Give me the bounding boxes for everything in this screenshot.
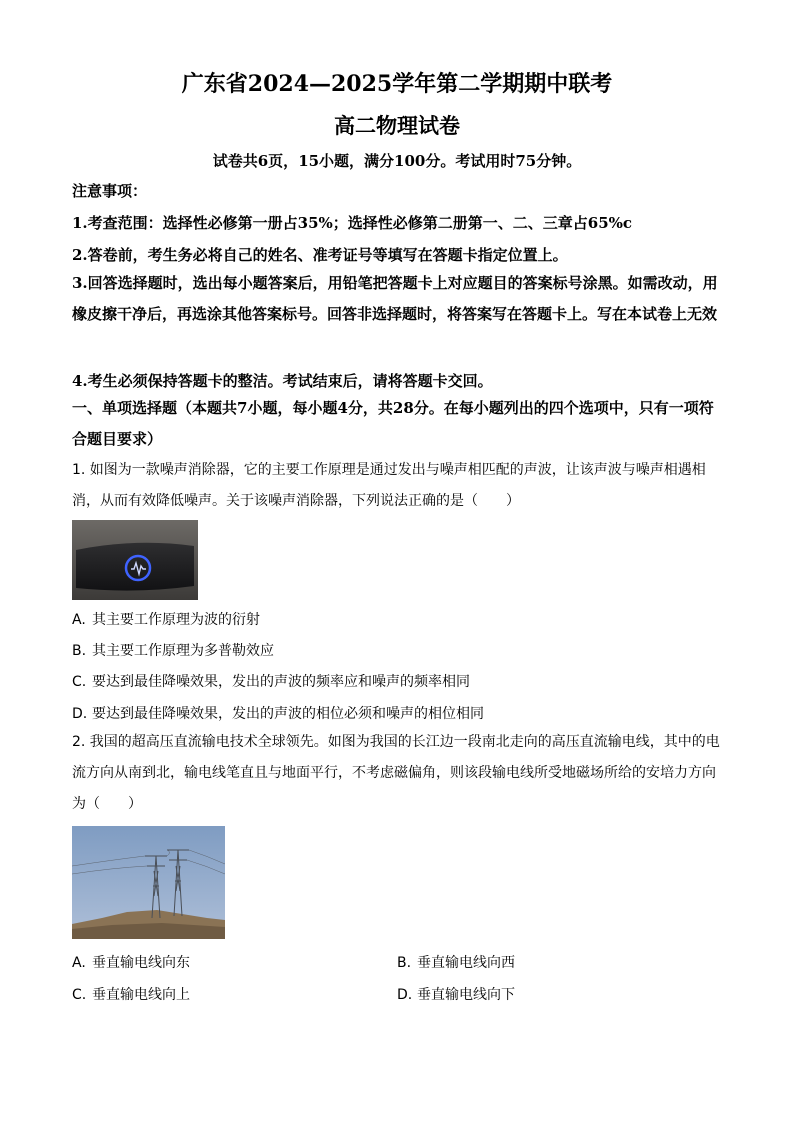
question-2-stem: 2. 我国的超高压直流输电技术全球领先。如图为我国的长江边一段南北走向的高压直流输电线，其中的电流方向从南到北，输电线笔直且与地面平行，不考虑磁偏角，则该段输电线所受地磁场所给的安培力方向为（ ） [72, 734, 720, 812]
exam-title: 广东省2024—2025学年第二学期期中联考 [181, 71, 613, 97]
exam-info: 试卷共6页，15小题，满分100分。考试用时75分钟。 [212, 152, 582, 170]
noise-canceller-image [72, 520, 198, 600]
section-heading: 一、单项选择题（本题共7小题，每小题4分，共28分。在每小题列出的四个选项中，只有一项符合题目要求） [72, 399, 714, 448]
notice-heading: 注意事项： [72, 182, 148, 200]
q2-option-d[interactable]: D. 垂直输电线向下 [397, 987, 515, 1003]
exam-subtitle: 高二物理试卷 [334, 113, 460, 138]
q2-option-b[interactable]: B. 垂直输电线向西 [397, 955, 515, 971]
q2-option-c[interactable]: C. 垂直输电线向上 [72, 987, 190, 1003]
notice-item-3: 3.回答选择题时，选出每小题答案后，用铅笔把答题卡上对应题目的答案标号涂黑。如需改动，用橡皮擦干净后，再选涂其他答案标号。回答非选择题时，将答案写在答题卡上。写在本试卷上无效 [72, 274, 718, 323]
notice-item-4: 4.考生必须保持答题卡的整洁。考试结束后，请将答题卡交回。 [72, 372, 493, 390]
q2-option-a[interactable]: A. 垂直输电线向东 [72, 955, 190, 971]
q1-option-c[interactable]: C. 要达到最佳降噪效果，发出的声波的频率应和噪声的频率相同 [72, 674, 470, 690]
notice-item-2: 2.答卷前，考生务必将自己的姓名、准考证号等填写在答题卡指定位置上。 [72, 246, 568, 264]
q1-option-b[interactable]: B. 其主要工作原理为多普勒效应 [72, 643, 274, 659]
power-line-image [72, 826, 225, 939]
q1-option-a[interactable]: A. 其主要工作原理为波的衍射 [72, 612, 260, 628]
notice-item-1: 1.考查范围：选择性必修第一册占35%；选择性必修第二册第一、二、三章占65%c [72, 214, 633, 232]
question-1-stem: 1. 如图为一款噪声消除器，它的主要工作原理是通过发出与噪声相匹配的声波，让该声波与噪声相遇相消，从而有效降低噪声。关于该噪声消除器，下列说法正确的是（ ） [72, 462, 706, 509]
q1-option-d[interactable]: D. 要达到最佳降噪效果，发出的声波的相位必须和噪声的相位相同 [72, 706, 484, 722]
